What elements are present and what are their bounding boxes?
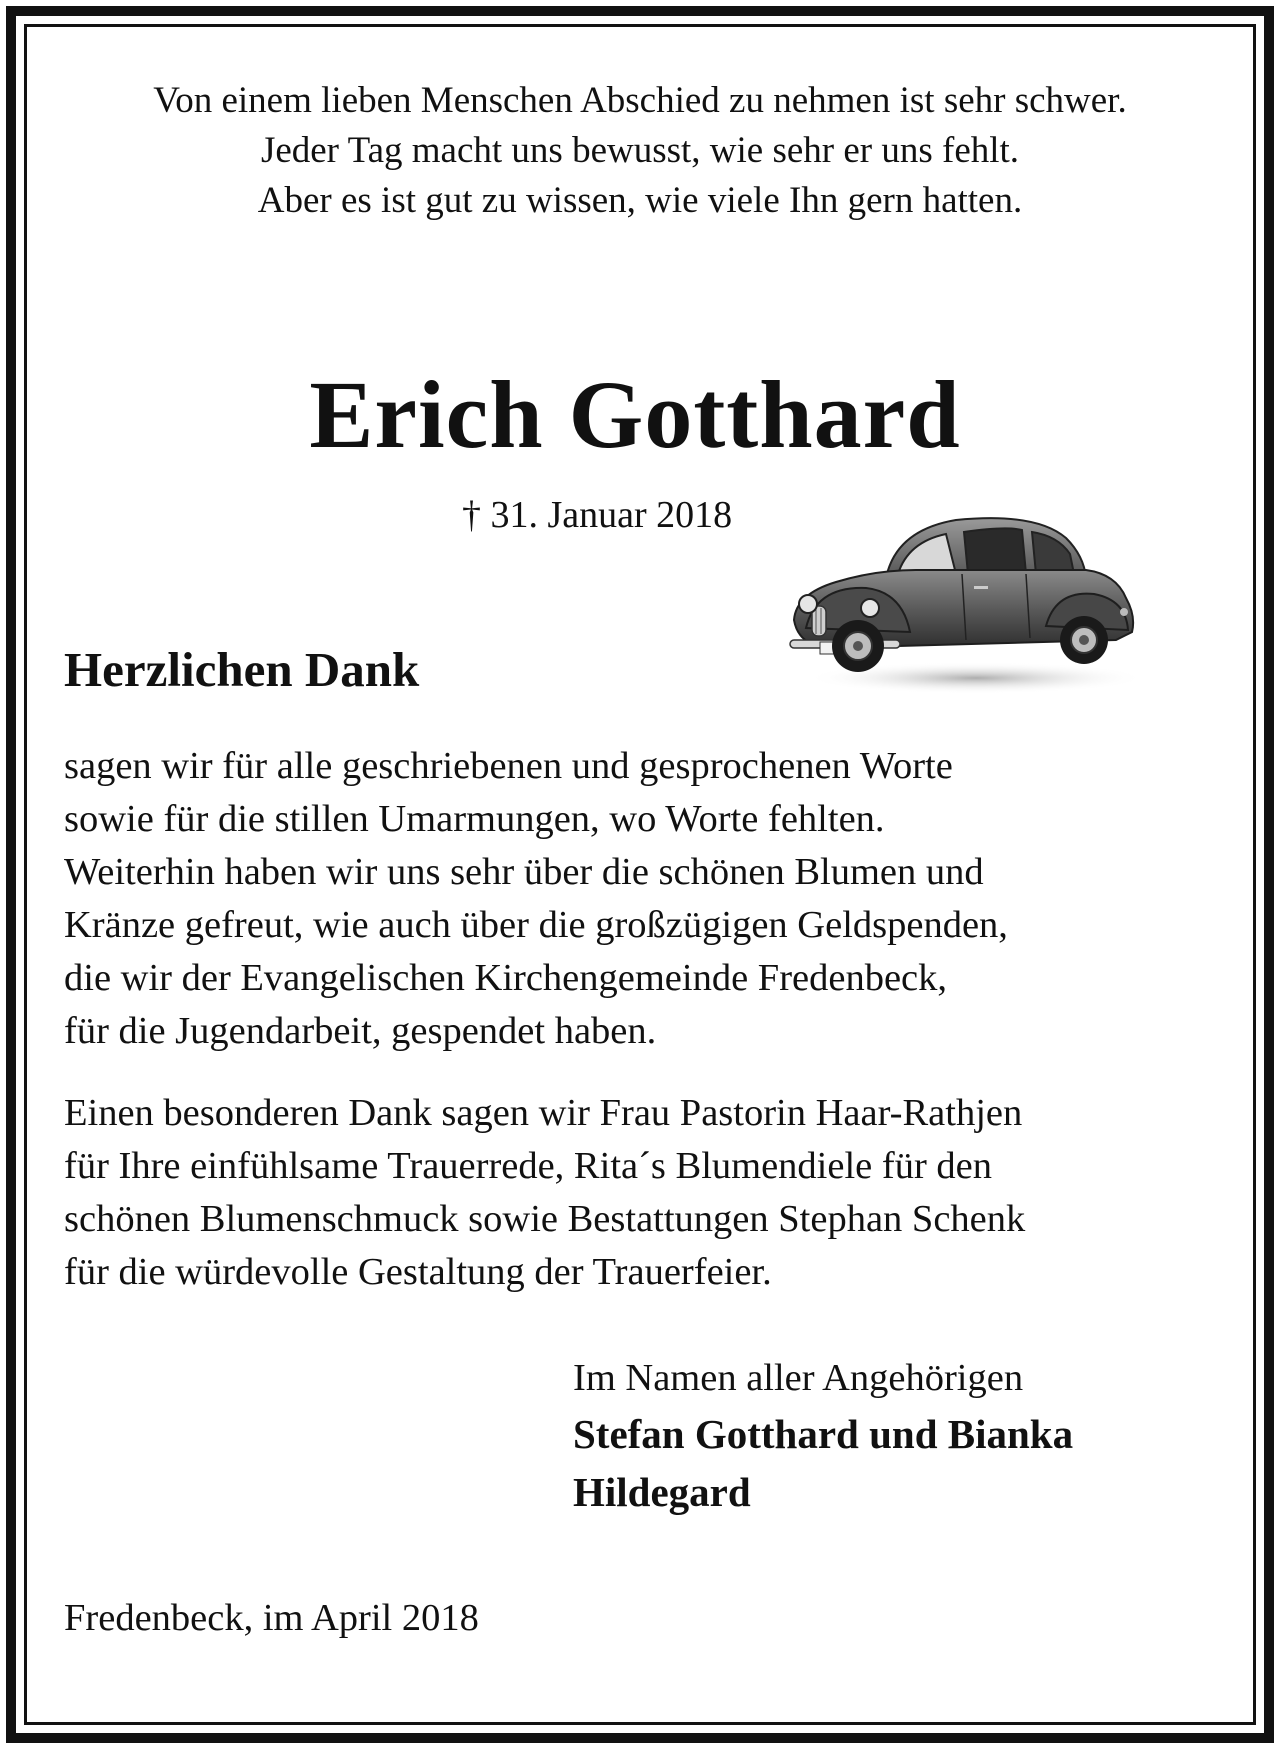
death-date: † 31. Januar 2018 bbox=[462, 494, 733, 536]
place-and-date: Fredenbeck, im April 2018 bbox=[64, 1597, 479, 1639]
motto-line: Aber es ist gut zu wissen, wie viele Ihn gern hatten. bbox=[257, 180, 1023, 221]
paragraph-line: schönen Blumenschmuck sowie Bestattungen Stephan Schenk bbox=[64, 1198, 1026, 1240]
signature-name-line: Hildegard bbox=[573, 1469, 751, 1515]
paragraph-line: Einen besonderen Dank sagen wir Frau Pastorin Haar-Rathjen bbox=[64, 1092, 1023, 1134]
signature-names bbox=[573, 1405, 1073, 1521]
paragraph-line: sowie für die stillen Umarmungen, wo Worte fehlten. bbox=[64, 798, 885, 840]
vintage-car-image bbox=[786, 508, 1142, 698]
paragraph-line: Kränze gefreut, wie auch über die großzügigen Geldspenden, bbox=[64, 904, 1008, 946]
thanks-paragraph bbox=[64, 740, 1008, 1058]
motto-verse bbox=[0, 76, 1280, 226]
special-thanks-paragraph bbox=[64, 1087, 1025, 1299]
signature-name-line: Stefan Gotthard und Bianka bbox=[573, 1411, 1074, 1457]
motto-line: Von einem lieben Menschen Abschied zu nehmen ist sehr schwer. bbox=[153, 80, 1127, 121]
paragraph-line: sagen wir für alle geschriebenen und gesprochenen Worte bbox=[64, 745, 953, 787]
signature-block bbox=[573, 1353, 1073, 1521]
motto-line: Jeder Tag macht uns bewusst, wie sehr er uns fehlt. bbox=[260, 130, 1020, 171]
paragraph-line: für die würdevolle Gestaltung der Trauerfeier. bbox=[64, 1251, 772, 1293]
signature-intro: Im Namen aller Angehörigen bbox=[573, 1357, 1024, 1399]
paragraph-line: Weiterhin haben wir uns sehr über die schönen Blumen und bbox=[64, 851, 984, 893]
paragraph-line: für Ihre einfühlsame Trauerrede, Rita´s Blumendiele für den bbox=[64, 1145, 992, 1187]
paragraph-line: die wir der Evangelischen Kirchengemeinde Fredenbeck, bbox=[64, 957, 947, 999]
deceased-name: Erich Gotthard bbox=[309, 361, 961, 468]
thanks-heading: Herzlichen Dank bbox=[64, 642, 420, 697]
paragraph-line: für die Jugendarbeit, gespendet haben. bbox=[64, 1010, 657, 1052]
